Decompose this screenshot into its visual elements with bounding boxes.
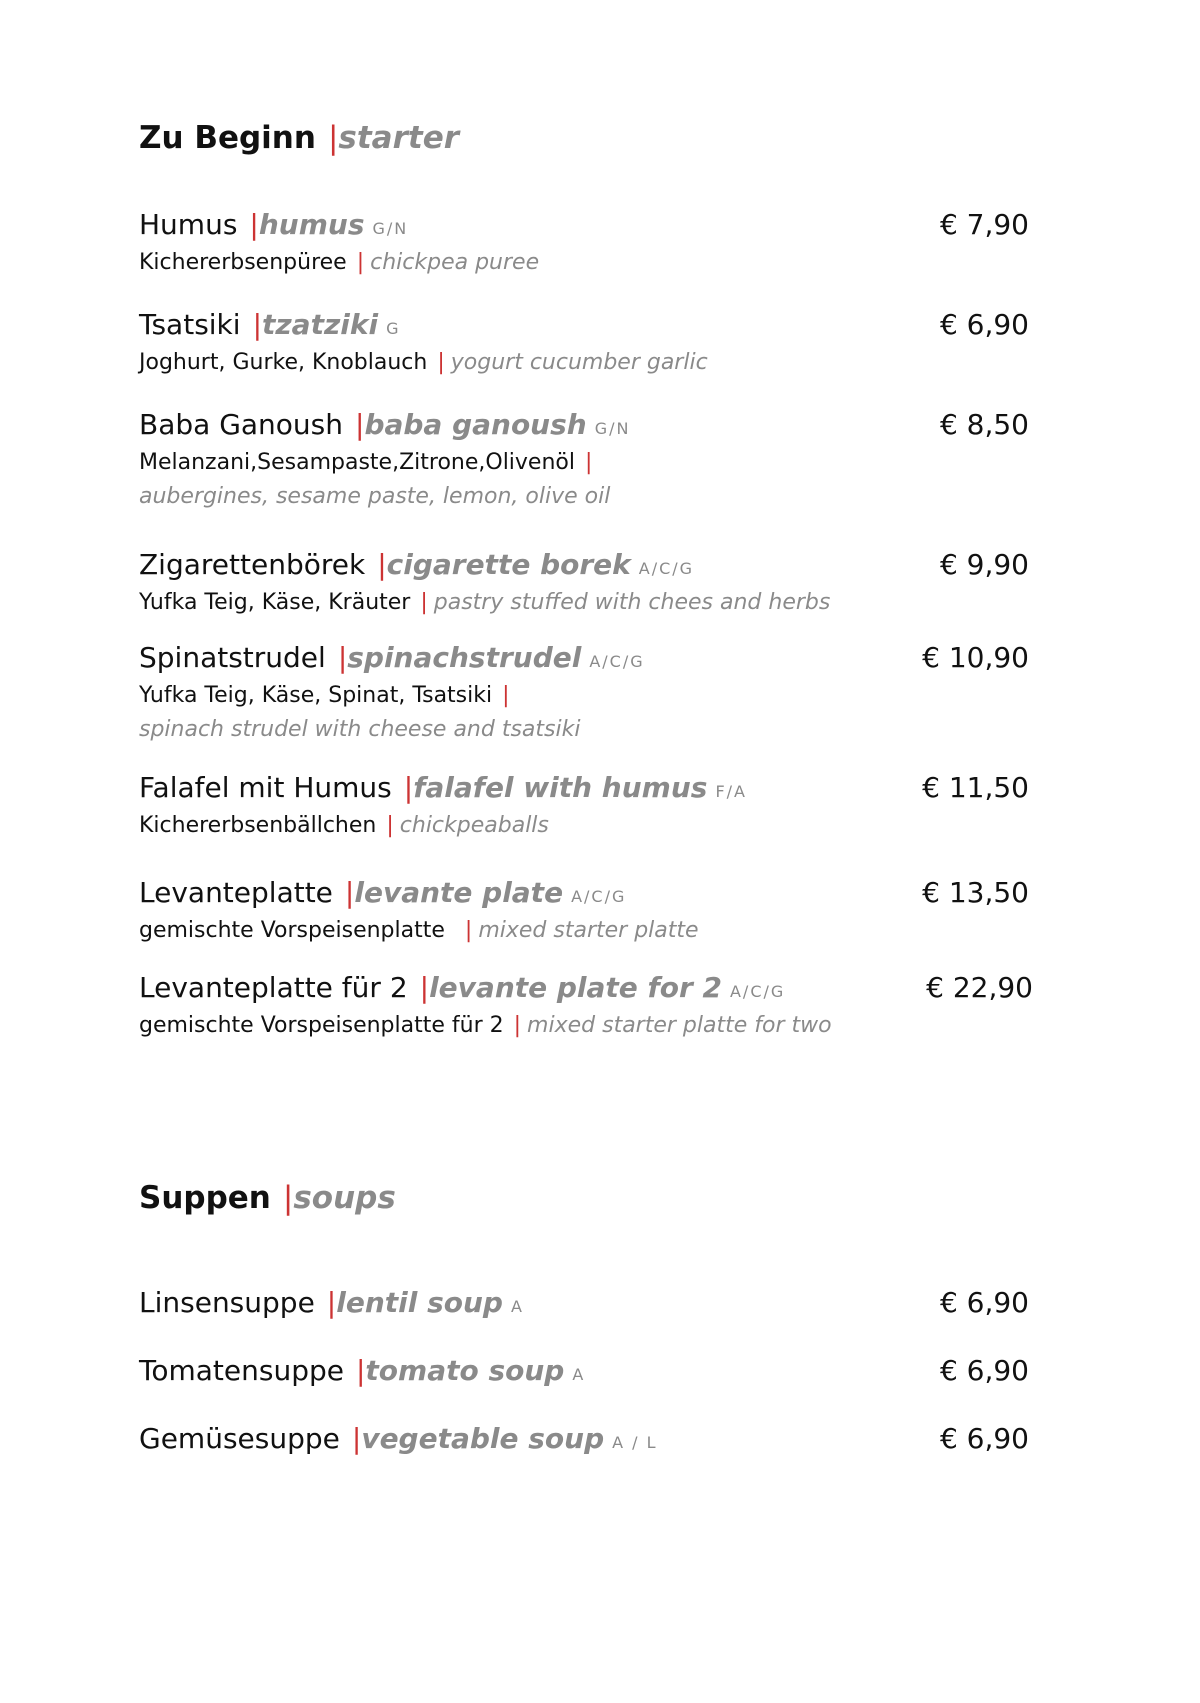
item-name-en: cigarette borek <box>386 548 631 581</box>
menu-item-falafel <box>139 771 1059 843</box>
item-allergens: G/N <box>594 419 631 438</box>
item-allergens: F/A <box>715 782 747 801</box>
item-name-de: Tsatsiki <box>139 308 241 341</box>
separator: | <box>584 450 593 475</box>
item-desc-de: Joghurt, Gurke, Knoblauch <box>139 350 428 375</box>
section-title-de: Suppen <box>139 1180 271 1216</box>
item-name-en: vegetable soup <box>361 1422 605 1455</box>
item-price: € 11,50 <box>922 771 1029 804</box>
item-name-en: humus <box>258 208 365 241</box>
item-name-de: Gemüsesuppe <box>139 1422 340 1455</box>
separator: | <box>344 876 355 909</box>
item-name-en: spinachstrudel <box>347 641 582 674</box>
item-name-de: Falafel mit Humus <box>139 771 392 804</box>
item-price: € 10,90 <box>922 641 1029 674</box>
separator: | <box>403 771 414 804</box>
item-name-de: Baba Ganoush <box>139 408 344 441</box>
item-desc-de: Melanzani,Sesampaste,Zitrone,Olivenöl <box>139 450 575 475</box>
item-desc-en: yogurt cucumber garlic <box>450 350 708 375</box>
separator: | <box>464 918 473 943</box>
separator: | <box>326 1286 337 1319</box>
item-allergens: A/C/G <box>589 652 645 671</box>
item-desc-de: Kichererbsenbällchen <box>139 813 377 838</box>
separator: | <box>252 308 262 341</box>
item-desc-en: mixed starter platte <box>478 918 699 943</box>
menu-item-baba-ganoush <box>139 408 1059 514</box>
item-name-de: Zigarettenbörek <box>139 548 366 581</box>
item-price: € 6,90 <box>939 1354 1029 1387</box>
item-desc-de: Kichererbsenpüree <box>139 250 347 275</box>
item-name-en: falafel with humus <box>413 771 708 804</box>
separator: | <box>356 250 365 275</box>
separator: | <box>337 641 348 674</box>
item-desc-en: chickpeaballs <box>399 813 549 838</box>
separator: | <box>420 590 428 615</box>
item-name-en: lentil soup <box>336 1286 503 1319</box>
item-name-en: tzatziki <box>262 308 379 341</box>
item-desc-en: mixed starter platte for two <box>527 1013 832 1038</box>
item-name-en: tomato soup <box>365 1354 565 1387</box>
menu-item-linsensuppe <box>139 1286 1059 1324</box>
section-title-en: soups <box>293 1180 396 1216</box>
section-title-en: starter <box>338 120 460 156</box>
menu-item-humus <box>139 208 1059 280</box>
item-desc-en: spinach strudel with cheese and tsatsiki <box>139 717 581 742</box>
item-price: € 6,90 <box>939 1286 1029 1319</box>
item-desc-en: chickpea puree <box>370 250 540 275</box>
item-allergens: A/C/G <box>571 887 627 906</box>
item-allergens: A <box>510 1297 524 1316</box>
menu-item-tomatensuppe <box>139 1354 1059 1392</box>
item-name-de: Tomatensuppe <box>139 1354 344 1387</box>
item-name-de: Levanteplatte für 2 <box>139 971 408 1004</box>
menu-item-tsatsiki <box>139 308 1059 380</box>
item-name-en: levante plate for 2 <box>429 971 722 1004</box>
separator: | <box>355 408 365 441</box>
item-desc-de: gemischte Vorspeisenplatte <box>139 918 445 943</box>
separator: | <box>327 120 339 156</box>
menu-item-gemusesuppe <box>139 1422 1059 1460</box>
item-desc-de: Yufka Teig, Käse, Spinat, Tsatsiki <box>139 683 493 708</box>
menu-item-levanteplatte <box>139 876 1059 948</box>
menu-item-levanteplatte-2 <box>139 971 1059 1043</box>
item-name-de: Spinatstrudel <box>139 641 326 674</box>
item-price: € 13,50 <box>922 876 1029 909</box>
separator: | <box>249 208 259 241</box>
item-desc-de: gemischte Vorspeisenplatte für 2 <box>139 1013 504 1038</box>
item-name-de: Humus <box>139 208 238 241</box>
item-price: € 6,90 <box>939 308 1029 341</box>
separator: | <box>502 683 510 708</box>
item-desc-en: aubergines, sesame paste, lemon, olive oil <box>139 484 611 509</box>
item-allergens: A/C/G <box>729 982 786 1001</box>
section-title-de: Zu Beginn <box>139 120 316 156</box>
item-allergens: A <box>572 1365 586 1384</box>
menu-item-zigarettenborek <box>139 548 1059 620</box>
separator: | <box>351 1422 362 1455</box>
item-allergens: G/N <box>372 219 409 238</box>
separator: | <box>282 1180 294 1216</box>
item-price: € 7,90 <box>939 208 1029 241</box>
item-allergens: G <box>386 319 401 338</box>
item-price: € 8,50 <box>939 408 1029 441</box>
item-name-de: Linsensuppe <box>139 1286 315 1319</box>
item-desc-de: Yufka Teig, Käse, Kräuter <box>139 590 411 615</box>
item-name-de: Levanteplatte <box>139 876 333 909</box>
separator: | <box>419 971 430 1004</box>
item-name-en: baba ganoush <box>364 408 587 441</box>
section-title-starter <box>139 120 459 156</box>
separator: | <box>377 548 387 581</box>
item-allergens: A/C/G <box>638 559 695 578</box>
item-desc-en: pastry stuffed with chees and herbs <box>433 590 831 615</box>
item-name-en: levante plate <box>354 876 564 909</box>
item-allergens: A / L <box>612 1433 658 1452</box>
menu-item-spinatstrudel <box>139 641 1059 747</box>
section-title-soups <box>139 1180 396 1216</box>
separator: | <box>437 350 445 375</box>
item-price: € 9,90 <box>939 548 1029 581</box>
separator: | <box>355 1354 366 1387</box>
separator: | <box>386 813 394 838</box>
item-price: € 6,90 <box>939 1422 1029 1455</box>
separator: | <box>513 1013 522 1038</box>
item-price: € 22,90 <box>926 971 1033 1004</box>
